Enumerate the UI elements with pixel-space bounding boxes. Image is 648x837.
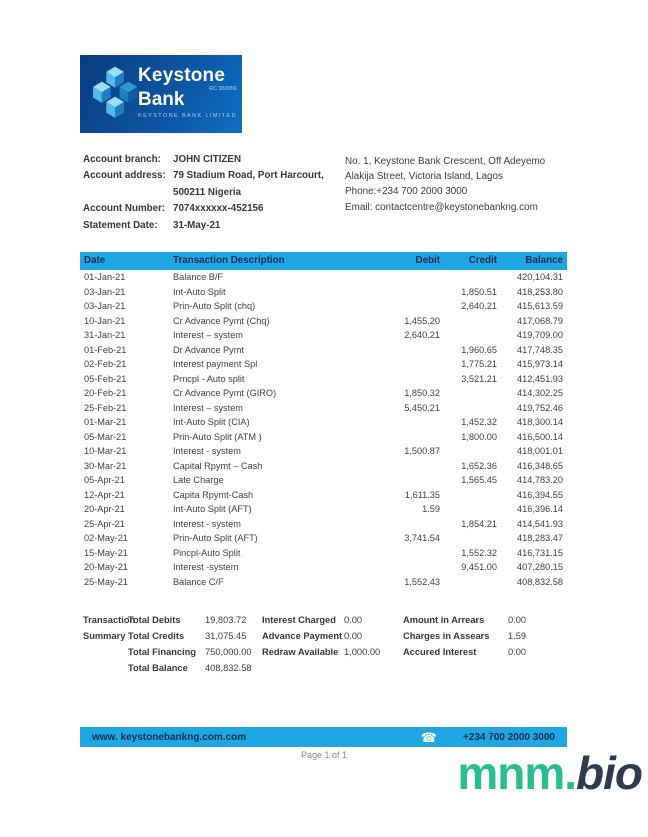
cell-balance: 419,709.00: [517, 330, 563, 340]
cell-debit: [360, 343, 440, 358]
summary-row: [128, 660, 252, 676]
summary-row: [262, 628, 380, 644]
cell-credit: [440, 270, 497, 285]
bank-contact-line: Email: contactcentre@keystonebankng.com: [345, 201, 538, 213]
cell-date: 02-May-21: [84, 533, 128, 543]
cell-date: 20-Apr-21: [84, 504, 125, 514]
summary-totals-group: [128, 612, 252, 676]
cell-date: 15-May-21: [84, 547, 128, 558]
account-detail-label: Account address:: [83, 170, 166, 182]
cell-credit: 1,850.51: [461, 286, 497, 297]
table-row: [80, 372, 567, 387]
cell-debit: [360, 299, 440, 314]
table-row: [80, 299, 567, 314]
page-indicator: Page 1 of 1: [300, 750, 348, 760]
account-details: [83, 152, 324, 234]
cell-debit: [360, 560, 440, 575]
summary-label: Amount in Arrears: [403, 615, 485, 625]
cell-description: Interest - system: [173, 446, 241, 456]
cell-description: Int-Auto Split (AFT): [173, 504, 252, 514]
cell-debit: 1,552.43: [404, 576, 440, 587]
cell-description: Prin-Auto Split (chq): [173, 301, 256, 311]
table-row: [80, 459, 567, 474]
cell-debit: 1,850.32: [404, 388, 440, 398]
cell-description: Int-Auto Split (CIA): [173, 417, 250, 427]
table-row: [80, 575, 567, 590]
summary-label: Total Credits: [128, 631, 185, 641]
cell-credit: [440, 488, 497, 503]
cell-balance: 414,302.25: [517, 388, 563, 398]
logo-text: [138, 65, 237, 119]
footer-bar: [80, 727, 567, 747]
summary-row: [262, 612, 380, 628]
table-row: [80, 502, 567, 517]
bank-contact-line: No. 1, Keystone Bank Crescent, Off Adeyemo: [345, 156, 546, 167]
watermark-dark-part: bio: [576, 747, 642, 799]
summary-value: 1,000.00: [344, 647, 381, 657]
summary-label: Total Balance: [128, 663, 188, 673]
bank-contact-info: [345, 154, 545, 215]
cell-credit: [440, 575, 497, 590]
cell-debit: [360, 546, 440, 561]
cell-balance: 408,832.58: [517, 576, 563, 587]
header-balance: Balance: [525, 255, 563, 266]
cell-description: Prin-Auto Split (ATM ): [173, 431, 262, 442]
cell-description: Int-Auto Split: [173, 286, 226, 297]
cell-debit: 1.59: [422, 504, 440, 514]
account-detail-label: Account branch:: [83, 154, 161, 165]
cell-date: 20-May-21: [84, 562, 128, 572]
table-row: [80, 343, 567, 358]
cell-credit: [440, 401, 497, 416]
cell-debit: [360, 357, 440, 372]
table-row: [80, 473, 567, 488]
summary-value: 750,000.00: [205, 647, 252, 657]
cell-credit: 1,552.32: [461, 547, 497, 558]
cell-balance: 416,394.55: [517, 489, 563, 500]
account-detail-row: [83, 185, 324, 201]
table-row: [80, 517, 567, 532]
cell-date: 25-Apr-21: [84, 518, 125, 529]
transaction-table-header: [80, 252, 567, 270]
cell-credit: [440, 314, 497, 329]
summary-row: [128, 644, 252, 660]
cell-debit: [360, 372, 440, 387]
footer-website: www. keystonebankng.com.com: [92, 731, 247, 743]
table-row: [80, 415, 567, 430]
keystone-cubes-icon: [93, 66, 139, 122]
summary-right-group: [403, 612, 526, 660]
table-row: [80, 444, 567, 459]
cell-date: 10-Jan-21: [84, 315, 126, 326]
header-credit: Credit: [468, 255, 497, 266]
cell-date: 12-Apr-21: [84, 489, 125, 500]
summary-row: [403, 644, 526, 660]
cell-date: 05-Feb-21: [84, 373, 127, 384]
cell-balance: 416,731.15: [517, 547, 563, 558]
transaction-table-body: [80, 270, 567, 589]
cell-credit: [440, 502, 497, 517]
cell-description: Capita Rpymt-Cash: [173, 489, 254, 500]
summary-label: Total Debits: [128, 615, 181, 625]
keystone-bank-logo: [80, 55, 242, 133]
cell-date: 31-Jan-21: [84, 330, 126, 340]
table-row: [80, 328, 567, 343]
cell-credit: 3,521.21: [461, 373, 497, 384]
summary-middle-group: [262, 612, 380, 660]
cell-date: 05-Apr-21: [84, 475, 125, 485]
cell-date: 03-Jan-21: [84, 301, 126, 311]
table-row: [80, 357, 567, 372]
cell-description: Balance B/F: [173, 272, 224, 282]
transaction-table: [80, 252, 567, 589]
cell-date: 25-May-21: [84, 576, 128, 587]
cell-balance: 419,752.46: [517, 402, 563, 413]
cell-balance: 416,500.14: [517, 431, 563, 442]
summary-label: Interest Charged: [262, 615, 336, 625]
cell-description: Interest payment Spl: [173, 359, 258, 369]
cell-debit: 3,741.54: [404, 533, 440, 543]
summary-value: 31,075.45: [205, 631, 247, 641]
cell-balance: 416,396.14: [517, 504, 563, 514]
cell-description: Prin-Auto Split (AFT): [173, 533, 258, 543]
table-row: [80, 285, 567, 300]
cell-balance: 415,973.14: [517, 359, 563, 369]
summary-label: Redraw Available: [262, 647, 339, 657]
cell-date: 20-Feb-21: [84, 388, 127, 398]
cell-debit: [360, 459, 440, 474]
account-detail-label: Statement Date:: [83, 219, 158, 231]
logo-rc-number: RC 969956: [209, 86, 237, 92]
logo-name-line1: Keystone: [138, 65, 226, 86]
cell-description: Interest -system: [173, 562, 239, 572]
cell-debit: [360, 285, 440, 300]
footer-phone-number: +234 700 2000 3000: [462, 731, 555, 743]
cell-balance: 420,104.31: [517, 272, 563, 282]
cell-description: Interest - system: [173, 518, 241, 529]
bank-contact-line: Phone:+234 700 2000 3000: [345, 186, 468, 198]
table-row: [80, 270, 567, 285]
summary-row: [128, 612, 252, 628]
summary-title-line1: Transaction: [83, 615, 136, 625]
table-row: [80, 386, 567, 401]
header-date: Date: [84, 255, 106, 266]
table-row: [80, 401, 567, 416]
cell-debit: 1,611.35: [404, 489, 440, 500]
cell-debit: 5,450.21: [404, 402, 440, 413]
cell-date: 30-Mar-21: [84, 460, 127, 471]
cell-description: Interest – system: [173, 402, 243, 413]
cell-debit: 2,640.21: [404, 330, 440, 340]
summary-value: 19,803.72: [205, 615, 247, 625]
cell-date: 05-Mar-21: [84, 431, 127, 442]
cell-credit: 2,640.21: [461, 301, 497, 311]
cell-description: Cr Advance Pymt (GIRO): [173, 388, 277, 398]
cell-credit: 1,652.36: [461, 460, 497, 471]
cell-balance: 418,253.80: [517, 286, 563, 297]
cell-description: Dr Advance Pymt: [173, 344, 244, 355]
cell-balance: 416,348.65: [517, 460, 563, 471]
cell-date: 25-Feb-21: [84, 402, 127, 413]
logo-subtitle: KEYSTONE BANK LIMITED: [138, 113, 237, 119]
summary-value: 408,832.58: [205, 663, 252, 673]
cell-balance: 407,280.15: [517, 562, 563, 572]
cell-date: 01-Jan-21: [84, 272, 126, 282]
footer-phone-group: [421, 731, 567, 744]
cell-credit: 1,775.21: [461, 359, 497, 369]
account-detail-value: 7074xxxxxx-452156: [173, 203, 264, 215]
cell-balance: 418,300.14: [517, 417, 563, 427]
cell-debit: [360, 430, 440, 445]
summary-label: Accured Interest: [403, 647, 477, 657]
table-row: [80, 560, 567, 575]
summary-value: 0.00: [508, 647, 527, 657]
summary-value: 0.00: [344, 615, 363, 625]
cell-description: Balance C/F: [173, 576, 224, 587]
table-row: [80, 531, 567, 546]
cell-debit: 1,455.20: [404, 315, 440, 326]
cell-credit: [440, 444, 497, 459]
table-row: [80, 314, 567, 329]
cell-debit: [360, 270, 440, 285]
telephone-icon: ☎: [420, 729, 437, 745]
account-detail-row: [83, 218, 324, 234]
summary-row: [403, 612, 526, 628]
account-detail-label: Account Number:: [83, 203, 166, 215]
cell-balance: 418,001.01: [517, 446, 563, 456]
cell-credit: [440, 386, 497, 401]
cell-date: 01-Mar-21: [84, 417, 127, 427]
summary-value: 1.59: [508, 631, 527, 641]
table-row: [80, 430, 567, 445]
account-detail-row: [83, 168, 324, 184]
cell-debit: [360, 517, 440, 532]
cell-balance: 415,613.59: [517, 301, 563, 311]
account-detail-row: [83, 201, 324, 217]
cell-credit: 1,854.21: [461, 518, 497, 529]
cell-description: Late Charge: [173, 475, 224, 485]
cell-credit: 1,960.65: [461, 344, 497, 355]
cell-description: Capital Rpymt – Cash: [173, 460, 263, 471]
cell-credit: 1,800.00: [461, 431, 497, 442]
summary-title-line2: Summary: [83, 631, 126, 641]
cell-date: 03-Jan-21: [84, 286, 126, 297]
account-detail-label: [83, 185, 173, 201]
table-row: [80, 488, 567, 503]
cell-credit: [440, 328, 497, 343]
cell-debit: [360, 473, 440, 488]
cell-balance: 414,541.93: [517, 518, 563, 529]
cell-credit: 1,565.45: [461, 475, 497, 485]
summary-row: [403, 628, 526, 644]
cell-debit: 1,500.87: [404, 446, 440, 456]
logo-name-line2: Bank: [138, 89, 185, 110]
header-debit: Debit: [415, 255, 440, 266]
cell-balance: 417,068.79: [517, 315, 563, 326]
cell-date: 01-Feb-21: [84, 344, 127, 355]
cell-credit: 9,451.00: [461, 562, 497, 572]
cell-balance: 417,748.35: [517, 344, 563, 355]
cell-balance: 418,283.47: [517, 533, 563, 543]
bank-contact-line: Alakija Street, Victoria Island, Lagos: [345, 171, 503, 183]
summary-row: [262, 644, 380, 660]
cell-date: 02-Feb-21: [84, 359, 127, 369]
cell-description: Pincpl-Auto Split: [173, 547, 241, 558]
account-detail-row: [83, 152, 324, 168]
cell-description: Prncpl - Auto split: [173, 373, 245, 384]
table-row: [80, 546, 567, 561]
summary-value: 0.00: [344, 631, 363, 641]
mnm-bio-watermark: [457, 746, 642, 800]
cell-credit: [440, 531, 497, 546]
cell-description: Cr Advance Pymt (Chq): [173, 315, 270, 326]
cell-debit: [360, 415, 440, 430]
summary-label: Charges in Assears: [403, 631, 490, 641]
summary-value: 0.00: [508, 615, 527, 625]
account-detail-value: 79 Stadium Road, Port Harcourt,: [173, 170, 324, 182]
account-detail-value: JOHN CITIZEN: [173, 154, 242, 165]
summary-label: Advance Payment: [262, 631, 343, 641]
account-detail-value: 500211 Nigeria: [173, 186, 242, 198]
account-detail-value: 31-May-21: [173, 219, 221, 231]
cell-credit: 1,452.32: [461, 417, 497, 427]
summary-row: [128, 628, 252, 644]
cell-balance: 414,783.20: [517, 475, 563, 485]
watermark-green-part: mnm.: [457, 747, 577, 799]
header-description: Transaction Description: [173, 255, 285, 266]
cell-balance: 412,451.93: [517, 373, 563, 384]
cell-description: Interest – system: [173, 330, 243, 340]
cell-date: 10-Mar-21: [84, 446, 127, 456]
summary-label: Total Financing: [128, 647, 197, 657]
